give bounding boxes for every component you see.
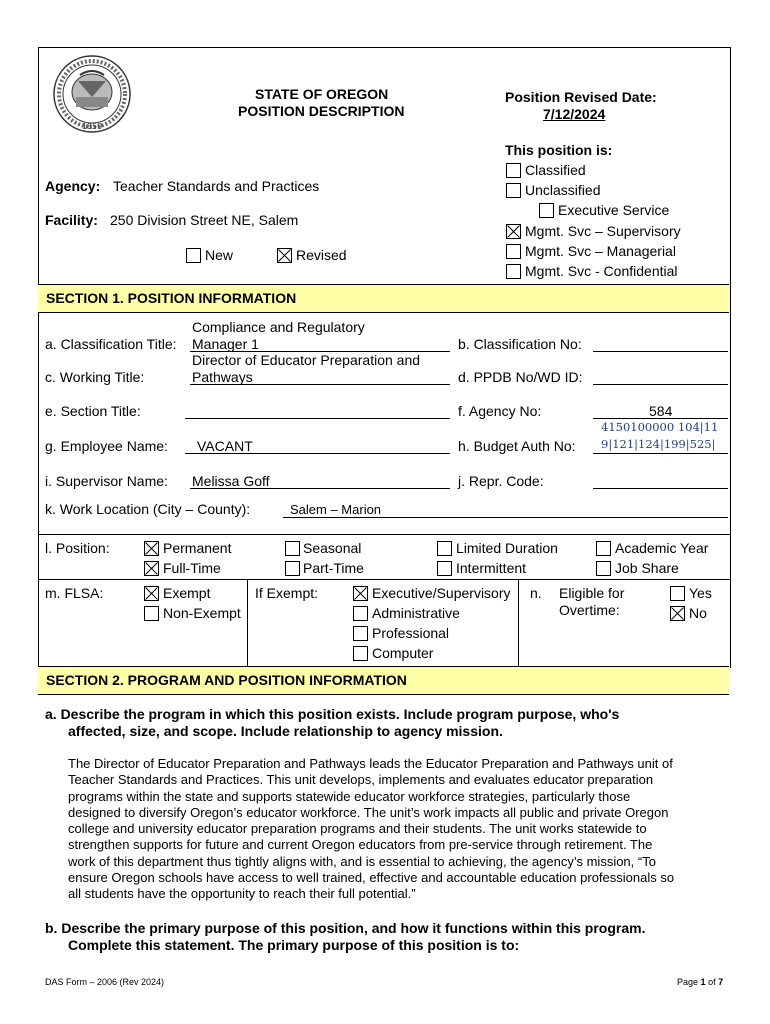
program-description: [68, 756, 728, 903]
administrative-checkbox[interactable]: [353, 606, 368, 621]
overtime-n-label: n.: [530, 585, 542, 601]
section-title-label: e. Section Title:: [45, 403, 141, 419]
working-title-line: [190, 384, 450, 385]
position-is-label: This position is:: [505, 142, 613, 158]
program-line: The Director of Educator Preparation and Pathways leads the Educator Preparation and Pathways unit of: [68, 756, 673, 771]
revised-label: Revised: [296, 247, 347, 263]
form-id: DAS Form – 2006 (Rev 2024): [45, 977, 165, 987]
supervisor-name-label: i. Supervisor Name:: [45, 473, 168, 489]
non-exempt-checkbox[interactable]: [144, 606, 159, 621]
classification-no-label: b. Classification No:: [458, 336, 582, 352]
question-a-line1: a. Describe the program in which this position exists. Include program purpose, who's: [45, 706, 620, 722]
limited-duration-checkbox[interactable]: [437, 541, 452, 556]
professional-label: Professional: [372, 625, 450, 641]
academic-year-label: Academic Year: [615, 540, 709, 556]
working-title-value-2: Pathways: [192, 369, 253, 385]
question-b-line1: b. Describe the primary purpose of this position, and how it functions within this program.: [45, 920, 646, 936]
program-line: all students have the opportunity to reach their full potential.”: [68, 886, 416, 902]
divider-overtime: [518, 579, 519, 667]
svg-text:1859: 1859: [81, 122, 103, 131]
intermittent-checkbox[interactable]: [437, 561, 452, 576]
job-share-checkbox[interactable]: [596, 561, 611, 576]
page-prefix: Page: [677, 977, 699, 987]
mgmt-managerial-checkbox[interactable]: [506, 244, 521, 259]
page-of: of: [708, 977, 716, 987]
page-total: 7: [718, 977, 724, 987]
budget-auth-value-2: 9|121|124|199|525|: [601, 437, 716, 451]
work-location-line: [283, 517, 728, 518]
mgmt-confidential-label: Mgmt. Svc - Confidential: [525, 263, 678, 279]
agency-label: Agency:: [45, 178, 101, 194]
program-line: ensure Oregon schools have access to well trained, effective and accountable education professionals so: [68, 870, 675, 886]
form-title-line1: STATE OF OREGON: [255, 86, 389, 102]
non-exempt-label: Non-Exempt: [163, 605, 241, 621]
working-title-label: c. Working Title:: [45, 369, 145, 385]
repr-code-label: j. Repr. Code:: [458, 473, 544, 489]
new-checkbox[interactable]: [186, 248, 201, 263]
program-line: programs within the state and supports statewide educator workforce strategies, particularly those: [68, 788, 631, 804]
work-location-value: Salem – Marion: [290, 502, 382, 517]
question-a-line2: affected, size, and scope. Include relationship to agency mission.: [68, 723, 503, 739]
section2-header: [38, 666, 729, 695]
agency-no-label: f. Agency No:: [458, 403, 542, 419]
intermittent-label: Intermittent: [456, 560, 527, 576]
revised-date-label: Position Revised Date:: [505, 89, 657, 105]
section2-title: SECTION 2. PROGRAM AND POSITION INFORMATION: [46, 672, 407, 688]
full-time-checkbox[interactable]: [144, 561, 159, 576]
full-time-label: Full-Time: [163, 560, 221, 576]
computer-checkbox[interactable]: [353, 646, 368, 661]
overtime-no-label: No: [689, 605, 707, 621]
program-line: college and university educator preparation programs and their students. The unit works statewide to: [68, 821, 647, 837]
page-current: 1: [700, 977, 706, 987]
part-time-label: Part-Time: [303, 560, 364, 576]
classification-no-field[interactable]: [593, 351, 728, 352]
mgmt-managerial-label: Mgmt. Svc – Managerial: [525, 243, 676, 259]
mgmt-confidential-checkbox[interactable]: [506, 264, 521, 279]
executive-service-checkbox[interactable]: [539, 203, 554, 218]
section1-title: SECTION 1. POSITION INFORMATION: [46, 290, 297, 306]
unclassified-checkbox[interactable]: [506, 183, 521, 198]
professional-checkbox[interactable]: [353, 626, 368, 641]
permanent-checkbox[interactable]: [144, 541, 159, 556]
supervisor-name-line: [190, 488, 450, 489]
position-label: l. Position:: [45, 540, 110, 556]
supervisor-name-value: Melissa Goff: [192, 473, 270, 489]
overtime-yes-label: Yes: [689, 585, 712, 601]
employee-name-value: VACANT: [197, 438, 253, 454]
program-line: work of this department thus tightly aligns with, and is essential to achieving, the agency’s mission, “To: [68, 853, 656, 869]
employee-name-line: [185, 453, 450, 454]
exempt-checkbox[interactable]: [144, 586, 159, 601]
ppdb-label: d. PPDB No/WD ID:: [458, 369, 583, 385]
part-time-checkbox[interactable]: [285, 561, 300, 576]
classification-title-value-2: Manager 1: [192, 336, 259, 352]
form-title-line2: POSITION DESCRIPTION: [238, 103, 405, 119]
administrative-label: Administrative: [372, 605, 460, 621]
page-number: [677, 977, 723, 987]
working-title-value-1: Director of Educator Preparation and: [192, 352, 421, 368]
exec-supervisory-checkbox[interactable]: [353, 586, 368, 601]
permanent-label: Permanent: [163, 540, 232, 556]
if-exempt-label: If Exempt:: [255, 585, 319, 601]
new-label: New: [205, 247, 234, 263]
revised-date-value: 7/12/2024: [543, 106, 606, 122]
mgmt-supervisory-checkbox[interactable]: [506, 224, 521, 239]
budget-auth-value-1: 4150100000 104|11: [601, 420, 719, 434]
overtime-text-1: Eligible for: [559, 585, 625, 601]
revised-checkbox[interactable]: [277, 248, 292, 263]
flsa-label: m. FLSA:: [45, 585, 104, 601]
divider-l: [38, 534, 730, 535]
seasonal-label: Seasonal: [303, 540, 362, 556]
facility-label: Facility:: [45, 212, 98, 228]
divider-m: [38, 579, 730, 580]
oregon-seal-logo: [52, 53, 132, 135]
academic-year-checkbox[interactable]: [596, 541, 611, 556]
program-line: Teacher Standards and Practices. This unit develops, implements and evaluates educator preparation: [68, 772, 654, 788]
section-title-field[interactable]: [185, 418, 450, 419]
divider-flsa: [247, 579, 248, 667]
question-b-line2: Complete this statement. The primary purpose of this position is to:: [68, 937, 520, 953]
job-share-label: Job Share: [615, 560, 679, 576]
ppdb-field[interactable]: [593, 384, 728, 385]
classification-title-label: a. Classification Title:: [45, 336, 177, 352]
classified-label: Classified: [525, 162, 586, 178]
executive-service-label: Executive Service: [558, 202, 670, 218]
facility-value: 250 Division Street NE, Salem: [110, 212, 299, 228]
agency-no-value: 584: [649, 403, 673, 419]
section1-header: [38, 284, 729, 313]
employee-name-label: g. Employee Name:: [45, 438, 168, 454]
classified-checkbox[interactable]: [506, 163, 521, 178]
program-line: designed to diversify Oregon’s educator workforce. The unit’s work impacts all public and private Oregon: [68, 804, 669, 820]
repr-code-field[interactable]: [593, 488, 728, 489]
exec-supervisory-label: Executive/Supervisory: [372, 585, 511, 601]
overtime-no-checkbox[interactable]: [670, 606, 685, 621]
program-line: strengthen supports for future and current Oregon educators from pre-service through retirement. The: [68, 837, 653, 853]
mgmt-supervisory-label: Mgmt. Svc – Supervisory: [525, 223, 681, 239]
overtime-yes-checkbox[interactable]: [670, 586, 685, 601]
budget-auth-label: h. Budget Auth No:: [458, 438, 576, 454]
agency-value: Teacher Standards and Practices: [113, 178, 320, 194]
limited-duration-label: Limited Duration: [456, 540, 558, 556]
seasonal-checkbox[interactable]: [285, 541, 300, 556]
agency-no-line: [593, 418, 728, 419]
budget-auth-line: [593, 453, 728, 454]
unclassified-label: Unclassified: [525, 182, 601, 198]
work-location-label: k. Work Location (City – County):: [45, 501, 251, 517]
overtime-text-2: Overtime:: [559, 602, 620, 618]
exempt-label: Exempt: [163, 585, 211, 601]
classification-title-value-1: Compliance and Regulatory: [192, 319, 365, 335]
computer-label: Computer: [372, 645, 434, 661]
